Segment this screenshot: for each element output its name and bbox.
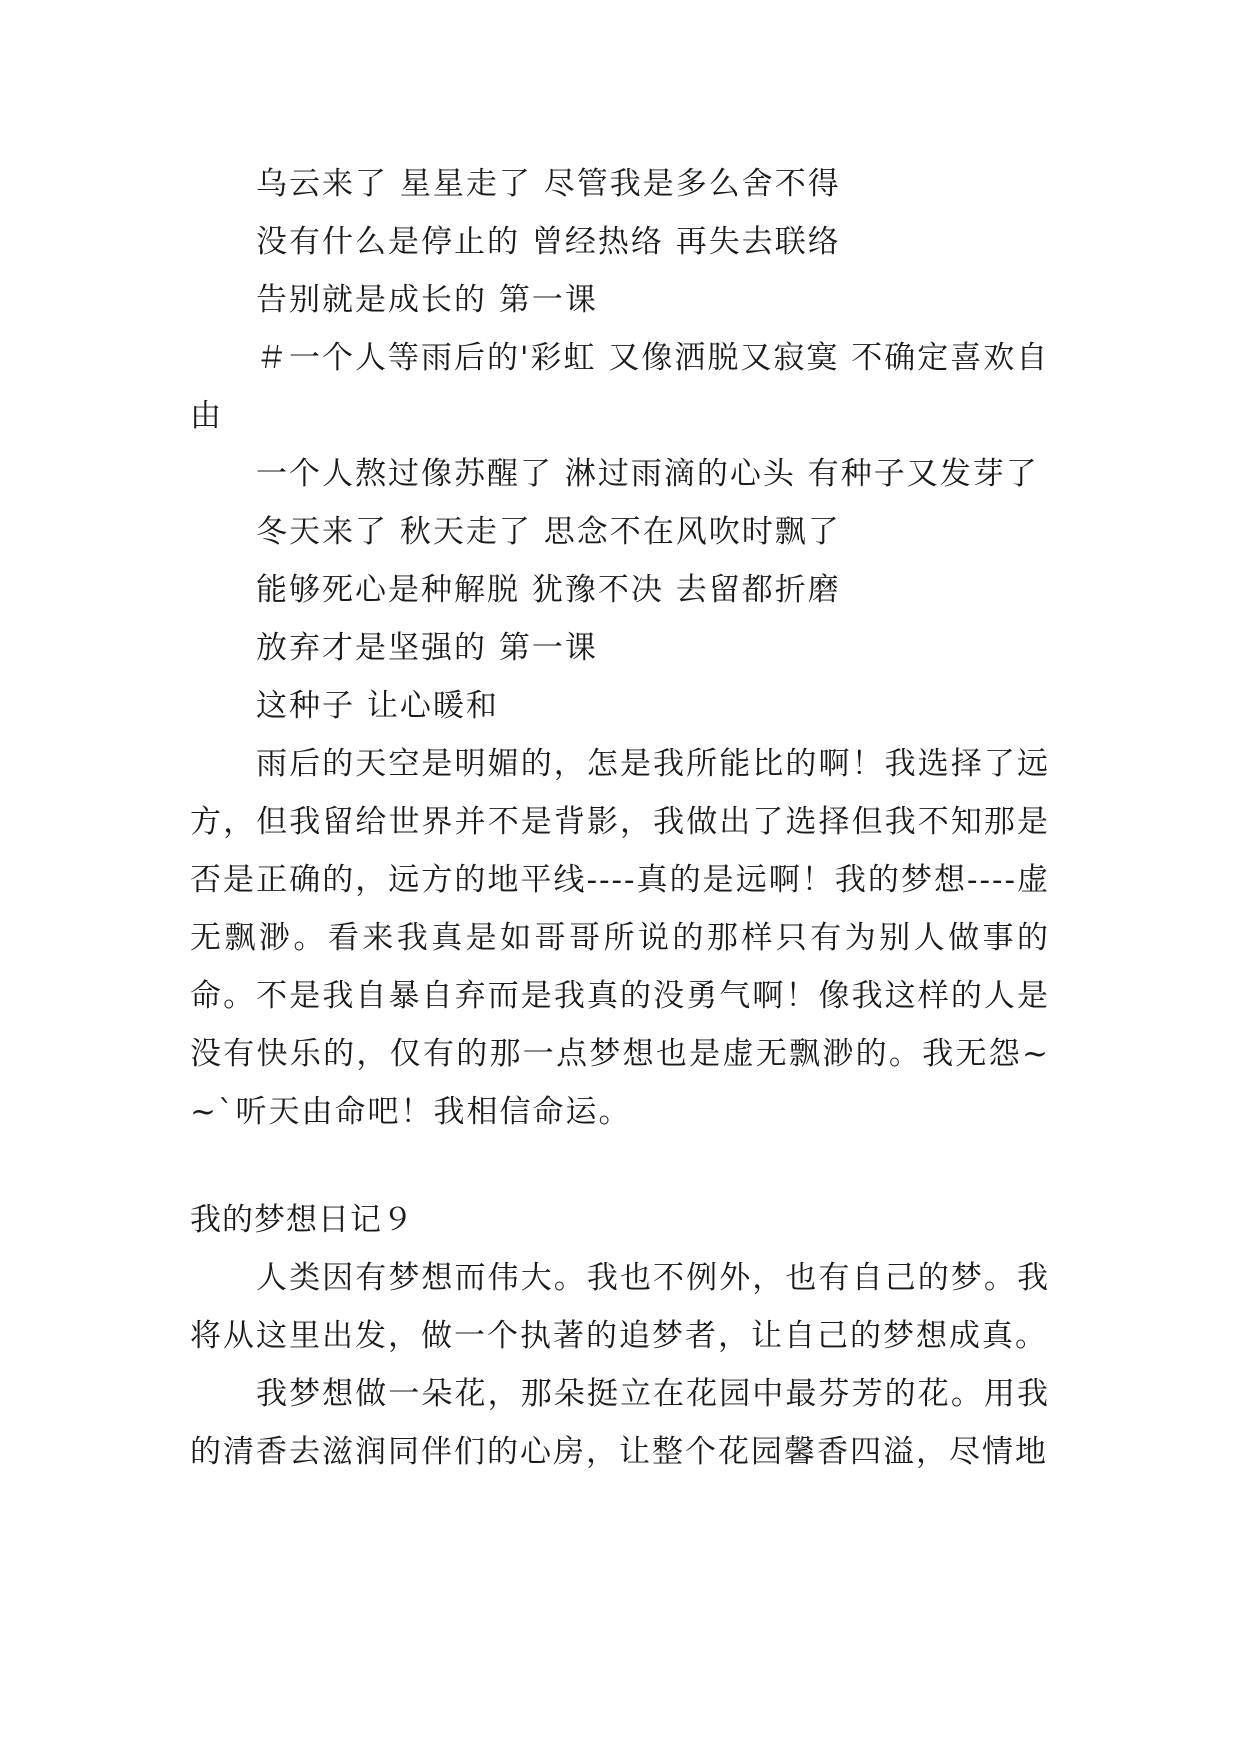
section-title: 我的梦想日记９ <box>190 1202 414 1238</box>
document-page <box>190 155 1050 1481</box>
reflection-paragraph: 雨后的天空是明媚的，怎是我所能比的啊！我选择了远方，但我留给世界并不是背影，我做出了选择但我不知那是否是正确的，远方的地平线----真的是远啊！我的梦想----虚无飘渺。看来我真是如哥哥所说的那样只有为别人做事的命。不是我自暴自弃而是我真的没勇气啊！像我这样的人是没有快乐的，仅有的那一点梦想也是虚无飘渺的。我无怨~~`听天由命吧！我相信命运。 <box>190 746 1050 1130</box>
body-paragraph: 人类因有梦想而伟大。我也不例外，也有自己的梦。我将从这里出发，做一个执著的追梦者，让自己的梦想成真。 <box>190 1260 1050 1354</box>
lyric-line: 一个人熬过像苏醒了 淋过雨滴的心头 有种子又发芽了 <box>256 456 1039 492</box>
lyric-line: 没有什么是停止的 曾经热络 再失去联络 <box>256 224 841 260</box>
lyric-line: 能够死心是种解脱 犹豫不决 去留都折磨 <box>256 572 841 608</box>
lyric-line: ＃一个人等雨后的'彩虹 又像洒脱又寂寞 不确定喜欢自由 <box>190 340 1050 434</box>
lyric-line: 告别就是成长的 第一课 <box>256 282 598 318</box>
lyric-line: 乌云来了 星星走了 尽管我是多么舍不得 <box>256 166 841 202</box>
lyric-line: 这种子 让心暖和 <box>256 688 499 724</box>
body-paragraph: 我梦想做一朵花，那朵挺立在花园中最芬芳的花。用我的清香去滋润同伴们的心房，让整个花园馨香四溢，尽情地 <box>190 1376 1050 1470</box>
lyric-line: 冬天来了 秋天走了 思念不在风吹时飘了 <box>256 514 841 550</box>
lyric-line: 放弃才是坚强的 第一课 <box>256 630 598 666</box>
